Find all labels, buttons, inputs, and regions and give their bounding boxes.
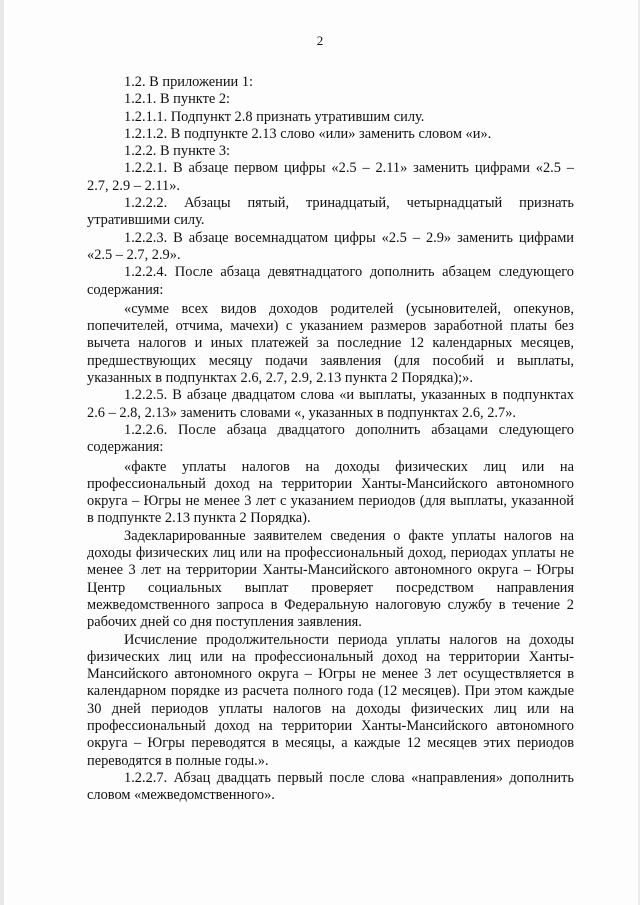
quoted-paragraph-tax-fact: «факте уплаты налогов на доходы физических лиц или на профессиональный доход на территории Ханты-Мансийского автономного округа – Югры не менее 3 лет с указанием периодов (для выплаты, указанной в подпункте 2.13 пункта 2 Порядка). bbox=[87, 458, 574, 527]
paragraph-1-2-2: 1.2.2. В пункте 3: bbox=[124, 143, 231, 160]
quoted-paragraph-declared-info: Задекларированные заявителем сведения о факте уплаты налогов на доходы физических лиц или на профессиональный доход, периодах уплаты не менее 3 лет на территории Ханты-Мансийского автономного округа – Югры Центр социальных выплат проверяет посредством направления межведомственного запроса в Федеральную налоговую службу в течение 2 рабочих дней со дня поступления заявления. bbox=[87, 527, 574, 631]
paragraph-1-2: 1.2. В приложении 1: bbox=[124, 74, 254, 90]
paragraph-1-2-2-3: 1.2.2.3. В абзаце восемнадцатом цифры «2.5 – 2.9» заменить цифрами «2.5 – 2.7, 2.9». bbox=[87, 229, 574, 263]
paragraph-1-2-1-2: 1.2.1.2. В подпункте 2.13 слово «или» заменить словом «и». bbox=[124, 125, 492, 142]
document-body bbox=[87, 74, 574, 804]
paragraph-1-2-1: 1.2.1. В пункте 2: bbox=[124, 91, 231, 108]
paragraph-1-2-2-5: 1.2.2.5. В абзаце двадцатом слова «и выплаты, указанных в подпунктах 2.6 – 2.8, 2.13» заменить словами «, указанных в подпунктах 2.6, 2.7». bbox=[87, 387, 574, 421]
page-number: 2 bbox=[316, 33, 324, 48]
quoted-paragraph-period-calculation: Исчисление продолжительности периода уплаты налогов на доходы физических лиц или на профессиональный доход на территории Ханты-Мансийского автономного округа – Югры не менее 3 лет осуществляется в календарном порядке из расчета полного года (12 месяцев). При этом каждые 30 дней периодов уплаты налогов на доходы физических лиц или на профессиональный доход на территории Ханты-Мансийского автономного округа – Югры переводятся в месяцы, а каждые 12 месяцев этих периодов переводятся в полные годы.». bbox=[87, 631, 574, 769]
paragraph-1-2-2-6: 1.2.2.6. После абзаца двадцатого дополнить абзацами следующего содержания: bbox=[87, 421, 574, 456]
paragraph-1-2-2-7: 1.2.2.7. Абзац двадцать первый после слова «направления» дополнить словом «межведомственного». bbox=[87, 769, 574, 804]
quoted-paragraph-income: «сумме всех видов доходов родителей (усыновителей, опекунов, попечителей, отчима, мачехи) с указанием размеров заработной платы без вычета налогов и иных платежей за последние 12 календарных месяцев, предшествующих месяцу подачи заявления (для пособий и выплаты, указанных в подпунктах 2.6, 2.7, 2.9, 2.13 пункта 2 Порядка);». bbox=[87, 300, 574, 387]
paragraph-1-2-2-4: 1.2.2.4. После абзаца девятнадцатого дополнить абзацем следующего содержания: bbox=[87, 264, 574, 298]
paragraph-1-2-1-1: 1.2.1.1. Подпункт 2.8 признать утратившим силу. bbox=[124, 108, 425, 125]
paragraph-1-2-2-2: 1.2.2.2. Абзацы пятый, тринадцатый, четырнадцатый признать утратившими силу. bbox=[87, 195, 574, 229]
paragraph-1-2-2-1: 1.2.2.1. В абзаце первом цифры «2.5 – 2.11» заменить цифрами «2.5 – 2.7, 2.9 – 2.11». bbox=[87, 160, 574, 194]
scan-edge-left bbox=[0, 0, 4, 905]
